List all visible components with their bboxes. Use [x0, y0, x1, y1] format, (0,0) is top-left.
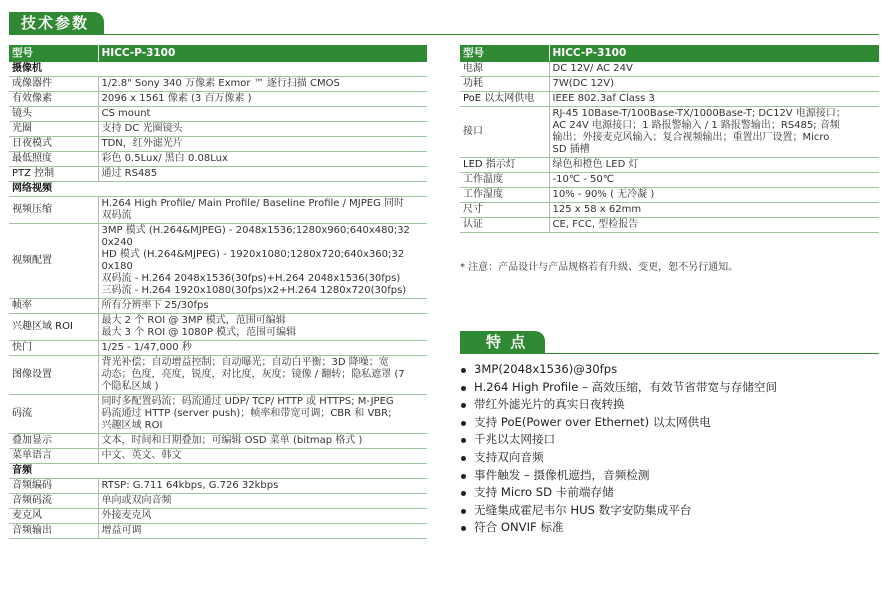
left-spec-table — [9, 45, 427, 539]
spec-value: CE, FCC, 型检报告 — [549, 218, 879, 233]
spec-key: PoE 以太网供电 — [460, 92, 549, 107]
spec-key: 工作湿度 — [460, 188, 549, 203]
spec-value: 125 x 58 x 62mm — [549, 203, 879, 218]
spec-value: IEEE 802.3af Class 3 — [549, 92, 879, 107]
features-section-title: 特 点 — [460, 331, 545, 353]
spec-row — [9, 167, 427, 182]
section-row — [9, 182, 427, 197]
spec-row — [9, 356, 427, 395]
spec-value: 最大 2 个 ROI @ 3MP 模式，范围可编辑 最大 3 个 ROI @ 1080P 模式，范围可编辑 — [98, 314, 427, 341]
spec-value: RJ-45 10Base-T/100Base-TX/1000Base-T; DC12V 电源接口； AC 24V 电源接口；1 路报警输入 / 1 路报警输出；RS485; 音频 输出；外接麦克风输入；复合视频输出；重置出厂设置；Micro SD 插槽 — [549, 107, 879, 158]
spec-key: 音频输出 — [9, 524, 98, 539]
spec-key: 日夜模式 — [9, 137, 98, 152]
spec-row — [9, 107, 427, 122]
feature-item — [458, 379, 777, 397]
section-label: 网络视频 — [9, 182, 98, 197]
feature-item — [458, 502, 777, 520]
feature-text: 支持双向音频 — [474, 449, 544, 464]
spec-value — [98, 182, 427, 197]
spec-value: 同时多配置码流；码流通过 UDP/ TCP/ HTTP 或 HTTPS; M-JPEG 码流通过 HTTP (server push)；帧率和带宽可调；CBR 和 VBR; 兴趣区域 ROI — [98, 395, 427, 434]
bullet-icon — [461, 368, 466, 373]
section-row — [9, 62, 427, 77]
spec-row — [460, 203, 879, 218]
feature-item — [458, 361, 777, 379]
feature-item — [458, 519, 777, 537]
feature-text: 支持 Micro SD 卡前端存储 — [474, 485, 614, 500]
spec-key: 音频码流 — [9, 494, 98, 509]
spec-value: 通过 RS485 — [98, 167, 427, 182]
spec-row — [460, 107, 879, 158]
feature-item — [458, 396, 777, 414]
section-label: 音频 — [9, 464, 98, 479]
bullet-icon — [461, 403, 466, 408]
spec-value: 10% - 90% ( 无冷凝 ) — [549, 188, 879, 203]
feature-text: 3MP(2048x1536)@30fps — [474, 362, 618, 376]
spec-key: 成像器件 — [9, 77, 98, 92]
spec-row — [9, 434, 427, 449]
spec-value: 背光补偿；自动增益控制；自动曝光；自动白平衡；3D 降噪；宽 动态；色度，亮度，锐度，对比度，灰度；镜像 / 翻转；隐私遮罩 (7 个隐私区域 ) — [98, 356, 427, 395]
spec-key: 接口 — [460, 107, 549, 158]
feature-item — [458, 484, 777, 502]
feature-item — [458, 414, 777, 432]
spec-key: 图像设置 — [9, 356, 98, 395]
spec-key: 音频编码 — [9, 479, 98, 494]
spec-key: 麦克风 — [9, 509, 98, 524]
spec-row — [9, 197, 427, 224]
spec-row — [460, 158, 879, 173]
model-key: 型号 — [9, 45, 98, 62]
model-key: 型号 — [460, 45, 549, 62]
spec-value: -10℃ - 50℃ — [549, 173, 879, 188]
spec-row — [460, 77, 879, 92]
specs-section-title: 技术参数 — [9, 12, 104, 34]
spec-row — [9, 494, 427, 509]
spec-row — [9, 449, 427, 464]
spec-value — [98, 62, 427, 77]
bullet-icon — [461, 438, 466, 443]
spec-value: 支持 DC 光圈镜头 — [98, 122, 427, 137]
spec-key: LED 指示灯 — [460, 158, 549, 173]
spec-row — [9, 122, 427, 137]
spec-value: CS mount — [98, 107, 427, 122]
spec-key: 最低照度 — [9, 152, 98, 167]
bullet-icon — [461, 474, 466, 479]
left-table-header — [9, 45, 427, 62]
spec-value: H.264 High Profile/ Main Profile/ Baseline Profile / MJPEG 同时 双码流 — [98, 197, 427, 224]
spec-value: 中文、英文、韩文 — [98, 449, 427, 464]
spec-row — [460, 92, 879, 107]
bullet-icon — [461, 386, 466, 391]
spec-key: 有效像素 — [9, 92, 98, 107]
bullet-icon — [461, 509, 466, 514]
spec-value: 单向或双向音频 — [98, 494, 427, 509]
spec-row — [9, 509, 427, 524]
section-row — [9, 464, 427, 479]
spec-row — [9, 395, 427, 434]
spec-value: 7W(DC 12V) — [549, 77, 879, 92]
spec-key: 视频配置 — [9, 224, 98, 299]
spec-value: TDN，红外滤光片 — [98, 137, 427, 152]
spec-key: 菜单语言 — [9, 449, 98, 464]
feature-text: 符合 ONVIF 标准 — [474, 520, 564, 535]
feature-text: 带红外滤光片的真实日夜转换 — [474, 397, 625, 412]
spec-value: RTSP: G.711 64kbps, G.726 32kbps — [98, 479, 427, 494]
spec-value: DC 12V/ AC 24V — [549, 62, 879, 77]
spec-key: 尺寸 — [460, 203, 549, 218]
spec-row — [9, 314, 427, 341]
bullet-icon — [461, 491, 466, 496]
right-table-header — [460, 45, 879, 62]
spec-key: 快门 — [9, 341, 98, 356]
spec-value: 彩色 0.5Lux/ 黑白 0.08Lux — [98, 152, 427, 167]
spec-value: 1/25 - 1/47,000 秒 — [98, 341, 427, 356]
spec-key: 叠加显示 — [9, 434, 98, 449]
spec-row — [460, 218, 879, 233]
spec-key: 镜头 — [9, 107, 98, 122]
feature-item — [458, 431, 777, 449]
spec-value: 文本，时间和日期叠加；可编辑 OSD 菜单 (bitmap 格式 ) — [98, 434, 427, 449]
section-label: 摄像机 — [9, 62, 98, 77]
spec-value: 增益可调 — [98, 524, 427, 539]
feature-text: 支持 PoE(Power over Ethernet) 以太网供电 — [474, 414, 711, 429]
feature-text: 无缝集成霍尼韦尔 HUS 数字安防集成平台 — [474, 502, 692, 517]
spec-value: 3MP 模式 (H.264&MJPEG) - 2048x1536;1280x960;640x480;32 0x240 HD 模式 (H.264&MJPEG) - 1920x1080;1280x720;640x360;32 0x180 双码流 - H.264 2048x1536(30fps)+H.264 2048x1536(30fps) 三码流 - H.264 1920x1080(30fps)x2+H.264 1280x720(30fps) — [98, 224, 427, 299]
spec-row — [9, 341, 427, 356]
spec-key: 视频压缩 — [9, 197, 98, 224]
spec-key: 兴趣区域 ROI — [9, 314, 98, 341]
bullet-icon — [461, 526, 466, 531]
disclaimer-note: * 注意：产品设计与产品规格若有升级、变更，恕不另行通知。 — [460, 262, 739, 273]
spec-row — [9, 92, 427, 107]
spec-value: 1/2.8" Sony 340 万像素 Exmor ™ 逐行扫描 CMOS — [98, 77, 427, 92]
feature-text: 事件触发 – 摄像机遮挡，音频检测 — [474, 467, 650, 482]
feature-text: 千兆以太网接口 — [474, 432, 556, 447]
spec-value: 所有分辨率下 25/30fps — [98, 299, 427, 314]
bullet-icon — [461, 421, 466, 426]
feature-item — [458, 449, 777, 467]
model-value: HICC-P-3100 — [98, 45, 427, 62]
spec-value: 绿色和橙色 LED 灯 — [549, 158, 879, 173]
bullet-icon — [461, 456, 466, 461]
features-title-underline — [460, 353, 879, 354]
spec-row — [460, 173, 879, 188]
spec-row — [9, 479, 427, 494]
spec-row — [460, 188, 879, 203]
spec-key: 码流 — [9, 395, 98, 434]
features-list — [458, 361, 777, 537]
spec-key: 电源 — [460, 62, 549, 77]
spec-key: 帧率 — [9, 299, 98, 314]
spec-key: PTZ 控制 — [9, 167, 98, 182]
spec-key: 工作温度 — [460, 173, 549, 188]
spec-value: 外接麦克风 — [98, 509, 427, 524]
spec-row — [9, 299, 427, 314]
feature-text: H.264 High Profile – 高效压缩，有效节省带宽与存储空间 — [474, 379, 778, 394]
spec-value: 2096 x 1561 像素 (3 百万像素 ) — [98, 92, 427, 107]
spec-row — [9, 524, 427, 539]
spec-row — [460, 62, 879, 77]
right-spec-table — [460, 45, 879, 233]
spec-row — [9, 77, 427, 92]
spec-row — [9, 137, 427, 152]
feature-item — [458, 467, 777, 485]
spec-key: 功耗 — [460, 77, 549, 92]
spec-row — [9, 224, 427, 299]
spec-row — [9, 152, 427, 167]
spec-key: 光圈 — [9, 122, 98, 137]
spec-key: 认证 — [460, 218, 549, 233]
specs-title-underline — [9, 34, 879, 35]
spec-value — [98, 464, 427, 479]
model-value: HICC-P-3100 — [549, 45, 879, 62]
